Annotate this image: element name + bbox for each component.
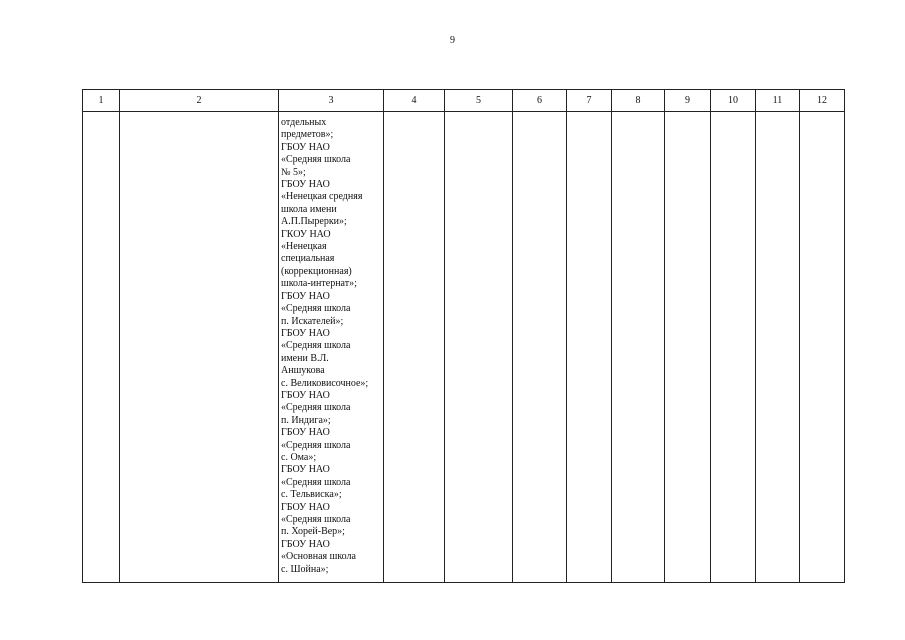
cell-text-col2 xyxy=(120,112,278,117)
cell-text-col8 xyxy=(612,112,664,117)
column-header-8: 8 xyxy=(612,90,665,112)
table-cell-col10 xyxy=(711,112,756,583)
cell-text-col5 xyxy=(445,112,512,117)
cell-text-col12 xyxy=(800,112,844,117)
table-cell-col12 xyxy=(800,112,845,583)
column-header-1: 1 xyxy=(83,90,120,112)
cell-text-col11 xyxy=(756,112,799,117)
table-cell-col9 xyxy=(665,112,711,583)
column-header-3: 3 xyxy=(279,90,384,112)
column-header-11: 11 xyxy=(756,90,800,112)
column-header-7: 7 xyxy=(567,90,612,112)
cell-text-col9 xyxy=(665,112,710,117)
data-table xyxy=(82,89,845,583)
cell-text-col1 xyxy=(83,112,119,117)
school-list-text: отдельных предметов»; ГБОУ НАО «Средняя школа № 5»; ГБОУ НАО «Ненецкая средняя школа имени А.П.Пырерки»; ГКОУ НАО «Ненецкая специальная (коррекционная) школа-интернат»; ГБОУ НАО «Средняя школа п. Искателей»; ГБОУ НАО «Средняя школа имени В.Л. Аншукова с. Великовисочное»; ГБОУ НАО «Средняя школа п. Индига»; ГБОУ НАО «Средняя школа с. Ома»; ГБОУ НАО «Средняя школа с. Тельвиска»; ГБОУ НАО «Средняя школа п. Хорей-Вер»; ГБОУ НАО «Основная школа с. Шойна»; xyxy=(281,117,369,575)
column-header-4: 4 xyxy=(384,90,445,112)
table-row xyxy=(83,112,845,583)
table-cell-col4 xyxy=(384,112,445,583)
table-cell-col6 xyxy=(513,112,567,583)
table-cell-col1 xyxy=(83,112,120,583)
header-row xyxy=(83,90,845,112)
cell-text-col10 xyxy=(711,112,755,117)
page-number: 9 xyxy=(450,35,455,46)
table-cell-col3 xyxy=(279,112,384,583)
column-header-2: 2 xyxy=(120,90,279,112)
cell-text-col7 xyxy=(567,112,611,117)
column-header-5: 5 xyxy=(445,90,513,112)
column-header-6: 6 xyxy=(513,90,567,112)
table-cell-col7 xyxy=(567,112,612,583)
table-cell-col5 xyxy=(445,112,513,583)
table-cell-col8 xyxy=(612,112,665,583)
cell-text-col6 xyxy=(513,112,566,117)
table-cell-col2 xyxy=(120,112,279,583)
column-header-12: 12 xyxy=(800,90,845,112)
column-header-9: 9 xyxy=(665,90,711,112)
table-cell-col11 xyxy=(756,112,800,583)
column-header-10: 10 xyxy=(711,90,756,112)
cell-text-col4 xyxy=(384,112,444,117)
